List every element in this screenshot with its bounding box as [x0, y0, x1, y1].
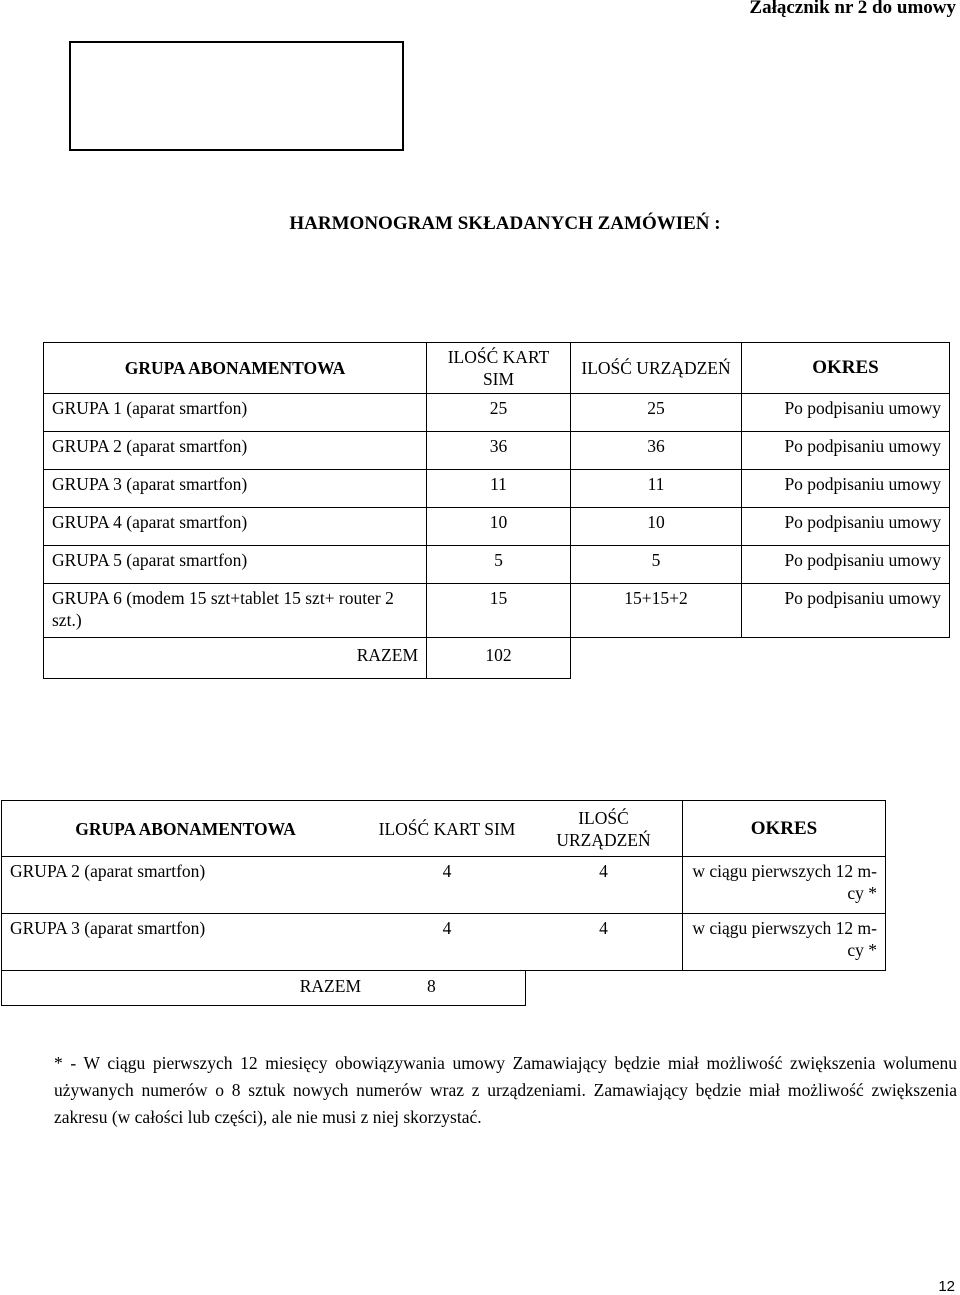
cell-sim: 4	[369, 914, 525, 971]
annex-label: Załącznik nr 2 do umowy	[749, 0, 956, 18]
cell-period: Po podpisaniu umowy	[742, 508, 950, 546]
header-sim: ILOŚĆ KART SIM	[427, 343, 571, 394]
cell-devices: 10	[571, 508, 742, 546]
header-group: GRUPA ABONAMENTOWA	[2, 801, 370, 857]
stamp-box	[69, 41, 404, 151]
table-row	[2, 857, 886, 914]
orders-table-2	[1, 800, 886, 1006]
cell-period: Po podpisaniu umowy	[742, 470, 950, 508]
header-group: GRUPA ABONAMENTOWA	[44, 343, 427, 394]
cell-period: Po podpisaniu umowy	[742, 546, 950, 584]
cell-devices: 15+15+2	[571, 584, 742, 638]
cell-group: GRUPA 4 (aparat smartfon)	[44, 508, 427, 546]
table-header-row	[2, 801, 886, 857]
footnote: * - W ciągu pierwszych 12 miesięcy obowiązywania umowy Zamawiający będzie miał możliwość zwiększenia wolumenu używanych numerów o 8 sztuk nowych numerów wraz z urządzeniami. Zamawiający będzie miał możliwość zwiększenia zakresu (w całości lub części), ale nie musi z niej skorzystać.	[54, 1053, 957, 1127]
cell-period: w ciągu pierwszych 12 m-cy *	[683, 857, 886, 914]
table-row	[2, 914, 886, 971]
cell-devices: 5	[571, 546, 742, 584]
cell-group: GRUPA 6 (modem 15 szt+tablet 15 szt+ router 2 szt.)	[44, 584, 427, 638]
header-devices: ILOŚĆ URZĄDZEŃ	[525, 801, 683, 857]
table-row	[44, 394, 950, 432]
total-label: RAZEM	[44, 638, 427, 679]
cell-group: GRUPA 1 (aparat smartfon)	[44, 394, 427, 432]
total-label: RAZEM	[2, 971, 370, 1006]
orders-table-1	[43, 342, 950, 679]
cell-devices: 11	[571, 470, 742, 508]
page-number: 12	[938, 1278, 955, 1295]
cell-sim: 10	[427, 508, 571, 546]
table-row	[44, 470, 950, 508]
header-devices: ILOŚĆ URZĄDZEŃ	[571, 343, 742, 394]
cell-sim: 11	[427, 470, 571, 508]
cell-devices: 36	[571, 432, 742, 470]
table-row	[44, 508, 950, 546]
cell-group: GRUPA 3 (aparat smartfon)	[2, 914, 370, 971]
cell-group: GRUPA 5 (aparat smartfon)	[44, 546, 427, 584]
cell-group: GRUPA 2 (aparat smartfon)	[44, 432, 427, 470]
cell-sim: 25	[427, 394, 571, 432]
table-row	[44, 432, 950, 470]
document-title: HARMONOGRAM SKŁADANYCH ZAMÓWIEŃ :	[289, 213, 721, 234]
table-header-row	[44, 343, 950, 394]
table-row	[44, 584, 950, 638]
cell-devices: 4	[525, 857, 683, 914]
header-period: OKRES	[683, 801, 886, 857]
cell-period: w ciągu pierwszych 12 m-cy *	[683, 914, 886, 971]
cell-period: Po podpisaniu umowy	[742, 584, 950, 638]
cell-sim: 5	[427, 546, 571, 584]
table-row	[44, 546, 950, 584]
cell-period: Po podpisaniu umowy	[742, 432, 950, 470]
cell-sim: 4	[369, 857, 525, 914]
cell-sim: 36	[427, 432, 571, 470]
total-row	[44, 638, 950, 679]
header-period: OKRES	[742, 343, 950, 394]
cell-devices: 4	[525, 914, 683, 971]
total-value: 8	[369, 971, 525, 1006]
cell-devices: 25	[571, 394, 742, 432]
cell-group: GRUPA 3 (aparat smartfon)	[44, 470, 427, 508]
header-sim: ILOŚĆ KART SIM	[369, 801, 525, 857]
total-row	[2, 971, 886, 1006]
cell-period: Po podpisaniu umowy	[742, 394, 950, 432]
total-value: 102	[427, 638, 571, 679]
cell-sim: 15	[427, 584, 571, 638]
cell-group: GRUPA 2 (aparat smartfon)	[2, 857, 370, 914]
